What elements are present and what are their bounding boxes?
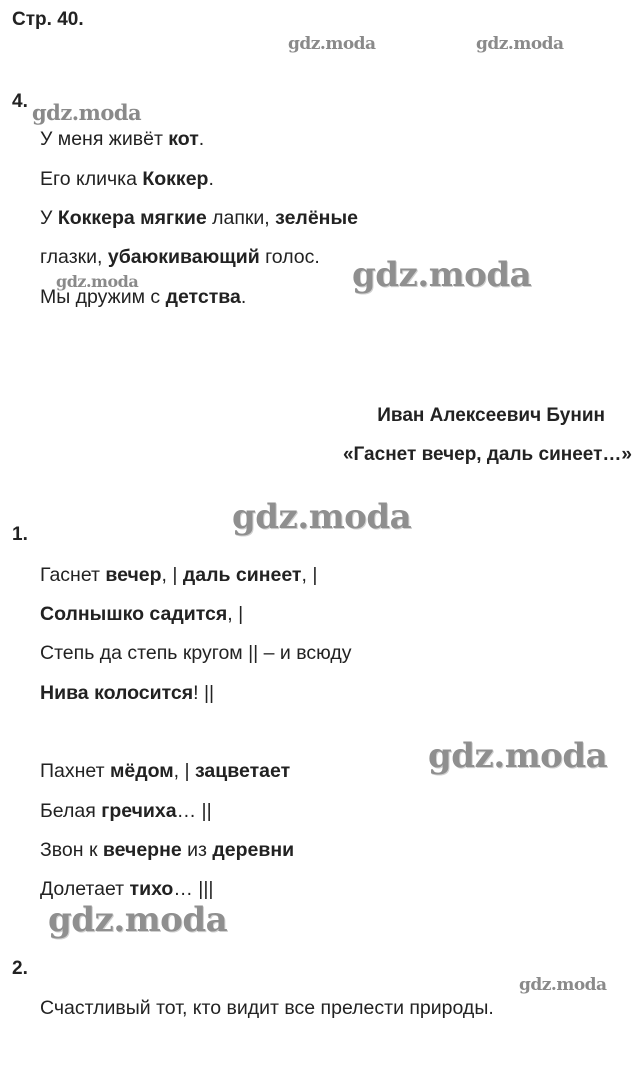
watermark: gdz.moda (352, 255, 532, 295)
poem-line (40, 563, 317, 587)
bold-segment: Коккера мягкие (57, 207, 207, 229)
text-segment: Пахнет (40, 760, 110, 782)
bold-segment: кот (168, 128, 199, 150)
poem-line (40, 799, 212, 823)
text-segment: Мы дружим с (40, 286, 166, 308)
text-segment: Степь да степь кругом || – и всюду (40, 642, 352, 664)
bold-segment: Солнышко садится (40, 603, 228, 625)
text-segment: У (40, 207, 58, 229)
bold-segment: детства (165, 286, 241, 308)
text-segment: лапки, (206, 207, 276, 229)
text-segment: , | (173, 760, 195, 782)
text-segment: Звон к (40, 839, 103, 861)
text-segment: Белая (40, 800, 102, 822)
watermark: gdz.moda (32, 100, 142, 125)
poem-author: Иван Алексеевич Бунин (377, 405, 605, 426)
bold-segment: убаюкивающий (107, 246, 260, 268)
text-segment: , | (227, 603, 244, 625)
text-segment: , | (161, 564, 183, 586)
page-reference: Стр. 40. (12, 9, 84, 30)
text-segment: Долетает (40, 878, 130, 900)
task-number: 4. (12, 91, 28, 112)
poem-line (40, 838, 294, 862)
text-line (40, 245, 320, 269)
bold-segment: мёдом (109, 760, 174, 782)
text-segment: . (208, 168, 214, 190)
text-segment: . (198, 128, 205, 150)
watermark: gdz.moda (519, 975, 607, 995)
text-line (40, 206, 358, 230)
text-segment: . (240, 286, 247, 308)
text-line (40, 285, 246, 309)
task-number: 1. (12, 524, 28, 545)
bold-segment: гречиха (101, 800, 177, 822)
bold-segment: Коккер (142, 168, 209, 190)
watermark: gdz.moda (232, 497, 412, 537)
text-segment: Его кличка (40, 168, 143, 190)
poem-line (40, 602, 243, 626)
poem-line (40, 641, 351, 665)
text-line (40, 167, 214, 191)
watermark: gdz.moda (428, 736, 608, 776)
text-segment: из (181, 839, 213, 861)
bold-segment: зелёные (275, 207, 358, 229)
watermark: gdz.moda (476, 34, 564, 54)
text-line (40, 127, 204, 151)
bold-segment: вечер (105, 564, 162, 586)
watermark: gdz.moda (288, 34, 376, 54)
bold-segment: тихо (129, 878, 174, 900)
poem-line (40, 877, 213, 901)
watermark: gdz.moda (56, 272, 139, 291)
text-segment: глазки, (40, 246, 108, 268)
text-segment: … || (176, 800, 212, 822)
bold-segment: Нива колосится (40, 682, 194, 704)
text-segment: … ||| (173, 878, 214, 900)
text-segment: голос. (259, 246, 320, 268)
poem-title: «Гаснет вечер, даль синеет…» (342, 444, 632, 465)
text-segment: ! || (193, 682, 215, 704)
bold-segment: деревни (212, 839, 295, 861)
bold-segment: зацветает (195, 760, 291, 782)
text-segment: Гаснет (40, 564, 106, 586)
task-number: 2. (12, 958, 28, 979)
answer-text: Счастливый тот, кто видит все прелести природы. (40, 997, 494, 1019)
poem-line (40, 759, 290, 783)
bold-segment: даль синеет (182, 564, 302, 586)
text-segment: , | (301, 564, 318, 586)
text-segment: У меня живёт (40, 128, 169, 150)
poem-line (40, 681, 214, 705)
bold-segment: вечерне (102, 839, 182, 861)
watermark: gdz.moda (48, 900, 228, 940)
